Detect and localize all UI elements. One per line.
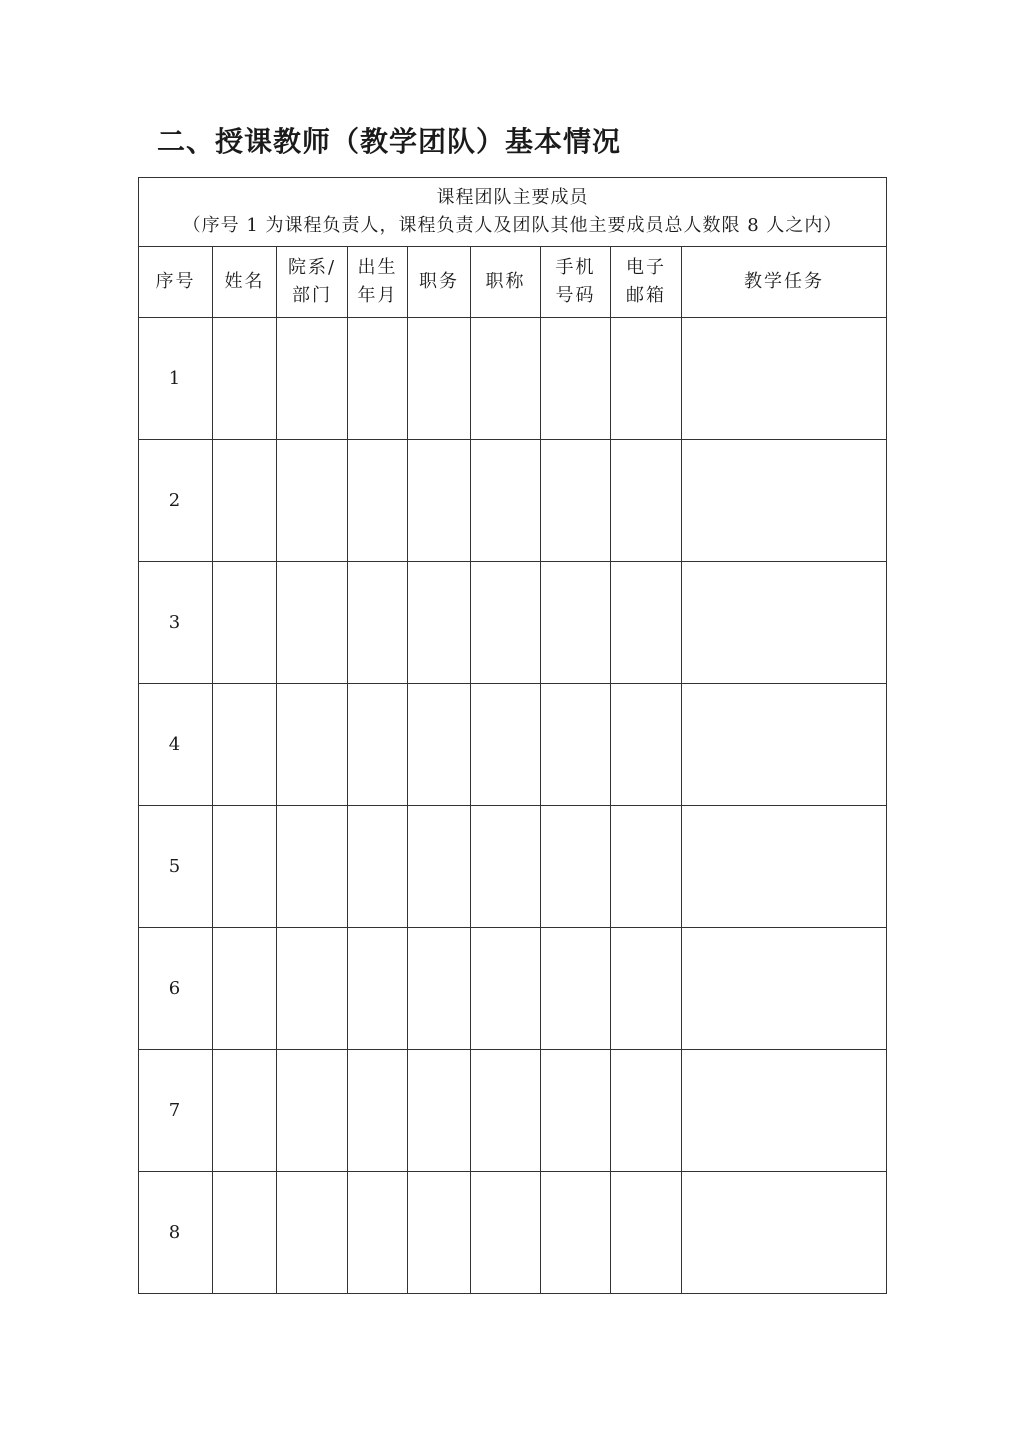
header-birth: 出生 年月 (348, 247, 408, 318)
cell-title[interactable] (471, 928, 541, 1050)
table-header-row (139, 247, 887, 318)
table-row (139, 928, 887, 1050)
cell-task[interactable] (682, 318, 887, 440)
cell-dept[interactable] (277, 562, 348, 684)
cell-name[interactable] (213, 684, 277, 806)
cell-birth[interactable] (348, 1050, 408, 1172)
cell-birth[interactable] (348, 318, 408, 440)
cell-title[interactable] (471, 684, 541, 806)
cell-position[interactable] (408, 562, 471, 684)
cell-birth[interactable] (348, 562, 408, 684)
cell-seq: 2 (139, 440, 213, 562)
cell-birth[interactable] (348, 928, 408, 1050)
cell-email[interactable] (611, 806, 682, 928)
cell-dept[interactable] (277, 1172, 348, 1294)
header-name: 姓名 (213, 247, 277, 318)
cell-email[interactable] (611, 1050, 682, 1172)
cell-email[interactable] (611, 562, 682, 684)
table-body (139, 318, 887, 1294)
cell-birth[interactable] (348, 440, 408, 562)
cell-name[interactable] (213, 440, 277, 562)
cell-dept[interactable] (277, 684, 348, 806)
table-caption (139, 178, 887, 247)
table-caption-row (139, 178, 887, 247)
cell-dept[interactable] (277, 440, 348, 562)
cell-birth[interactable] (348, 684, 408, 806)
cell-name[interactable] (213, 562, 277, 684)
cell-seq: 3 (139, 562, 213, 684)
cell-email[interactable] (611, 1172, 682, 1294)
cell-email[interactable] (611, 440, 682, 562)
cell-position[interactable] (408, 1050, 471, 1172)
cell-name[interactable] (213, 1050, 277, 1172)
cell-seq: 8 (139, 1172, 213, 1294)
header-phone: 手机 号码 (541, 247, 611, 318)
cell-position[interactable] (408, 1172, 471, 1294)
cell-title[interactable] (471, 806, 541, 928)
cell-position[interactable] (408, 928, 471, 1050)
cell-title[interactable] (471, 318, 541, 440)
cell-seq: 6 (139, 928, 213, 1050)
cell-birth[interactable] (348, 806, 408, 928)
table-row (139, 684, 887, 806)
cell-task[interactable] (682, 1172, 887, 1294)
table-row (139, 1172, 887, 1294)
cell-phone[interactable] (541, 318, 611, 440)
cell-phone[interactable] (541, 928, 611, 1050)
cell-seq: 4 (139, 684, 213, 806)
cell-email[interactable] (611, 684, 682, 806)
table-row (139, 440, 887, 562)
header-position: 职务 (408, 247, 471, 318)
cell-title[interactable] (471, 562, 541, 684)
team-members-table (138, 177, 887, 1294)
section-title: 二、授课教师（教学团队）基本情况 (157, 125, 622, 158)
table-row (139, 562, 887, 684)
cell-phone[interactable] (541, 684, 611, 806)
cell-title[interactable] (471, 1172, 541, 1294)
cell-title[interactable] (471, 1050, 541, 1172)
cell-task[interactable] (682, 440, 887, 562)
cell-name[interactable] (213, 318, 277, 440)
caption-heading: 课程团队主要成员 (436, 187, 589, 208)
cell-seq: 1 (139, 318, 213, 440)
cell-task[interactable] (682, 806, 887, 928)
cell-name[interactable] (213, 928, 277, 1050)
caption-note: （序号 1 为课程负责人，课程负责人及团队其他主要成员总人数限 8 人之内） (182, 215, 843, 236)
cell-position[interactable] (408, 440, 471, 562)
cell-email[interactable] (611, 318, 682, 440)
cell-name[interactable] (213, 1172, 277, 1294)
cell-phone[interactable] (541, 440, 611, 562)
cell-birth[interactable] (348, 1172, 408, 1294)
cell-email[interactable] (611, 928, 682, 1050)
cell-phone[interactable] (541, 1172, 611, 1294)
cell-position[interactable] (408, 684, 471, 806)
table-row (139, 1050, 887, 1172)
cell-task[interactable] (682, 562, 887, 684)
cell-seq: 7 (139, 1050, 213, 1172)
cell-task[interactable] (682, 928, 887, 1050)
cell-position[interactable] (408, 806, 471, 928)
cell-dept[interactable] (277, 928, 348, 1050)
cell-seq: 5 (139, 806, 213, 928)
header-dept: 院系/ 部门 (277, 247, 348, 318)
cell-dept[interactable] (277, 806, 348, 928)
cell-phone[interactable] (541, 1050, 611, 1172)
cell-phone[interactable] (541, 562, 611, 684)
cell-position[interactable] (408, 318, 471, 440)
header-email: 电子 邮箱 (611, 247, 682, 318)
header-seq: 序号 (139, 247, 213, 318)
cell-title[interactable] (471, 440, 541, 562)
cell-task[interactable] (682, 1050, 887, 1172)
table-row (139, 318, 887, 440)
cell-task[interactable] (682, 684, 887, 806)
header-task: 教学任务 (682, 247, 887, 318)
cell-phone[interactable] (541, 806, 611, 928)
cell-dept[interactable] (277, 318, 348, 440)
cell-name[interactable] (213, 806, 277, 928)
cell-dept[interactable] (277, 1050, 348, 1172)
table-row (139, 806, 887, 928)
header-title: 职称 (471, 247, 541, 318)
